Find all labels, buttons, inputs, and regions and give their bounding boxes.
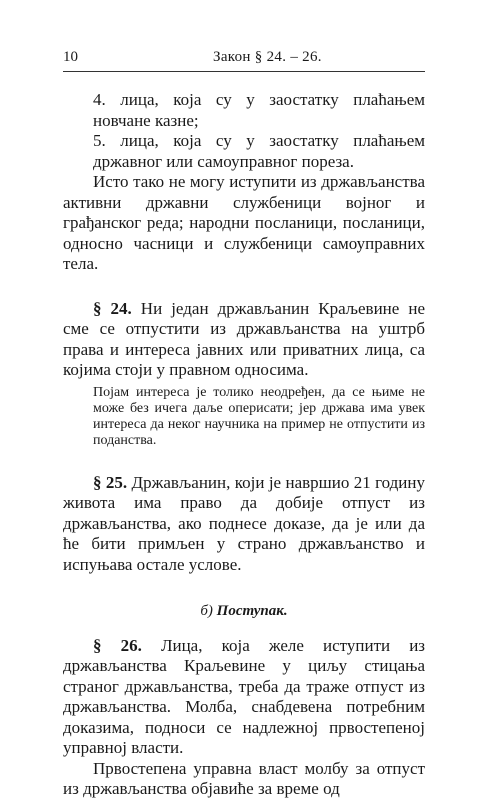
- section-26-sign: § 26.: [93, 635, 142, 655]
- section-25-sign: § 25.: [93, 472, 128, 492]
- running-title: Закон § 24. – 26.: [213, 49, 322, 65]
- section-24-note: Појам интереса је толико неодређен, да се њиме не може без ичега даље оперисати; јер држава има увек интереса да неког научника на пример не отпустити из поданства.: [93, 384, 425, 448]
- paragraph-last: Првостепена управна власт молбу за отпуст из држављанства објавиће за време од: [63, 758, 425, 798]
- section-25: [63, 473, 425, 576]
- paragraph-also: Исто тако не могу иступити из држављанства активни државни службеници војног и грађанског реда; народни посланици, посланици, односно часници и службеници самоуправних тела.: [63, 172, 425, 273]
- section-24-text: Ни један држављанин Краљевине не сме се отпустити из држављанства на уштрб права и интереса јавних или приватних лица, са којима стоји у правном односима.: [63, 298, 426, 379]
- section-24: [63, 299, 425, 381]
- page-header: [63, 49, 425, 72]
- section-25-text: Држављанин, који је навршио 21 годину живота има право да добије отпуст из држављанства, ако поднесе доказе, да је или да ће бити примљен у страно држављанство и испуњава остале услове.: [63, 472, 425, 574]
- section-26-text: Лица, која желе иступити из држављанства Краљевине у циљу стицања страног држављанства, треба да траже отпуст из држављанства. Молба, снабдевена потребним доказима, подноси се надлежној првостепеној управној власти.: [63, 635, 426, 757]
- section-24-sign: § 24.: [93, 298, 132, 318]
- subheading-letter: б): [200, 603, 213, 619]
- page-number: 10: [63, 49, 78, 65]
- list-item-5: 5. лица, која су у заостатку плаћањем државног или самоуправног пореза.: [93, 131, 425, 171]
- list-item-4: 4. лица, која су у заостатку плаћањем новчане казне;: [93, 90, 425, 130]
- subheading-title: Поступак.: [212, 603, 288, 619]
- subheading-procedure: [63, 601, 425, 622]
- section-26: [63, 636, 425, 759]
- page-body: [63, 90, 425, 800]
